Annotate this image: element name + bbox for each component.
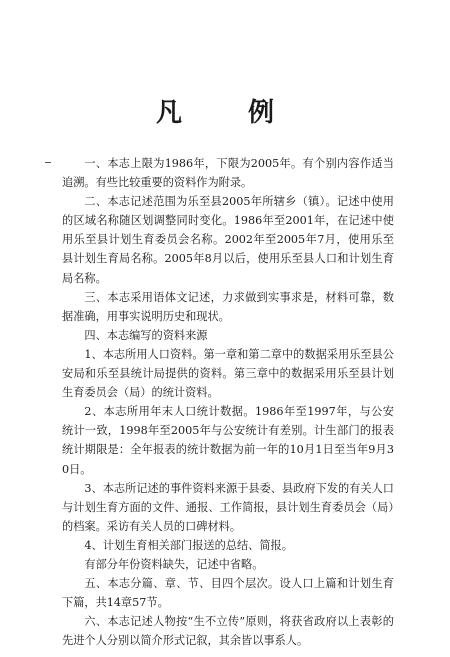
paragraph-4-4: 4、计划生育相关部门报送的总结、简报。	[84, 538, 293, 552]
paragraph-5: 五、本志分篇、章、节、目四个层次。设人口上篇和计划生育下篇，共14章57节。	[62, 577, 394, 610]
page-title: 凡 例	[155, 98, 294, 128]
paragraph-6: 六、本志记述人物按“生不立传”原则，将获省政府以上表彰的先进个人分别以简介形式记叙，其余皆以事系人。	[62, 615, 394, 648]
document-body	[62, 154, 394, 650]
paragraph-2: 二、本志记述范围为乐至县2005年所辖乡（镇）。记述中使用的区域名称随区划调整同时变化。1986年至2001年，在记述中使用乐至县计划生育委员会名称。2002年至2005年7月，使用乐至县计划生育局名称。2005年8月以后，使用乐至县人口和计划生育局名称。	[62, 195, 394, 285]
paragraph-1: 一、本志上限为1986年，下限为2005年。有个别内容作适当追溯。有些比较重要的资料作为附录。	[62, 157, 394, 190]
paragraph-3: 三、本志采用语体文记述，力求做到实事求是，材料可靠，数据准确，用事实说明历史和现状。	[62, 290, 394, 323]
paragraph-4-1: 1、本志所用人口资料。第一章和第二章中的数据采用乐至县公安局和乐至县统计局提供的资料。第三章中的数据采用乐至县计划生育委员会（局）的统计资料。	[62, 347, 394, 400]
paragraph-4-heading: 四、本志编写的资料来源	[84, 328, 208, 342]
paragraph-4-3: 3、本志所记述的事件资料来源于县委、县政府下发的有关人口与计划生育方面的文件、通报、工作简报，县计划生育委员会（局）的档案。采访有关人员的口碑材料。	[62, 481, 394, 533]
paragraph-missing-data-note: 有部分年份资料缺失，记述中省略。	[84, 557, 264, 571]
paragraph-4-2: 2、本志所用年末人口统计数据。1986年至1997年，与公安统计一致，1998年至2005年与公安统计有差别。计生部门的报表统计期限是：全年报表的统计数据为前一年的10月1日至当年9月30日。	[62, 405, 394, 476]
margin-mark	[45, 162, 51, 163]
